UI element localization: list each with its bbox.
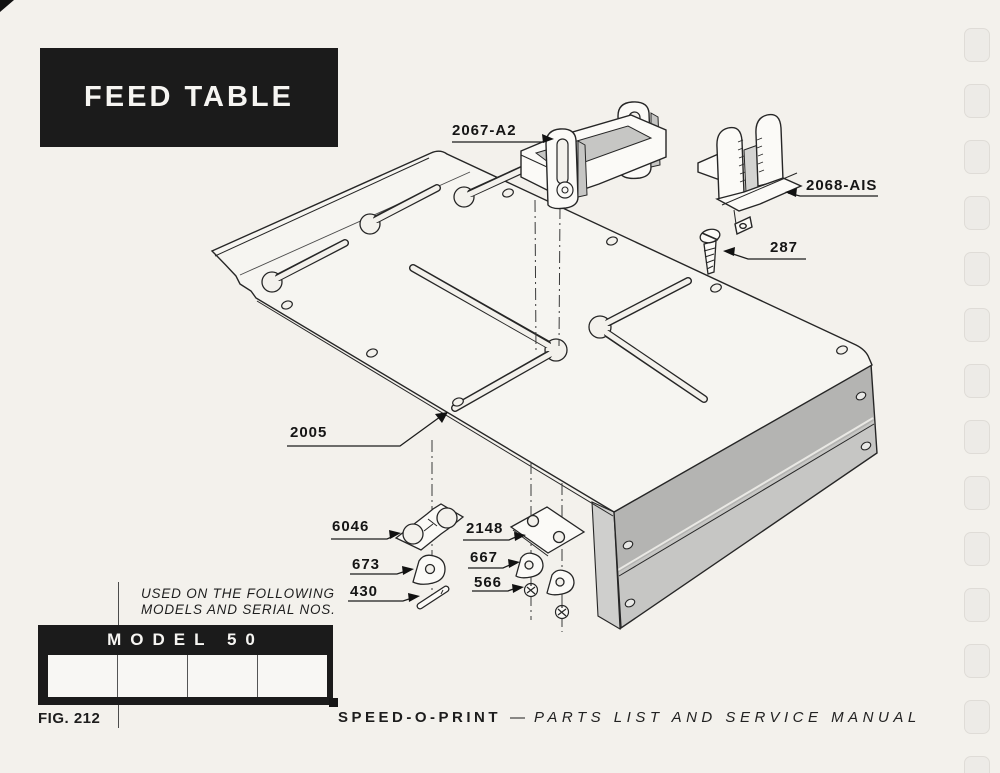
usage-note [141,586,336,618]
serial-cell [118,655,188,697]
usage-note-line2: MODELS AND SERIAL NOS. [141,602,336,617]
manual-title: PARTS LIST AND SERVICE MANUAL [534,709,921,726]
washer-673 [413,555,445,584]
model-title: MODEL 50 [107,630,264,649]
serial-cell [48,655,118,697]
part-label-2067-a2: 2067-A2 [452,122,517,139]
part-label-2148: 2148 [466,520,504,537]
part-label-673: 673 [352,556,381,573]
scan-ink-mark [329,698,338,707]
backing-plate-2148 [511,507,584,556]
part-label-2005: 2005 [290,424,328,441]
page-footer [338,709,921,726]
guide-bracket-2068-ais [698,115,801,234]
guide-bracket-2067-a2 [521,102,666,209]
scan-corner-artifact [0,0,14,12]
brand-name: SPEED-O-PRINT [338,709,502,726]
serial-cell [188,655,258,697]
usage-note-line1: USED ON THE FOLLOWING [141,586,335,601]
feed-table-title-box [40,48,338,147]
footer-separator: — [510,709,526,726]
serial-number-cells [48,655,327,697]
part-label-430: 430 [350,583,379,600]
model-serial-table [38,625,333,705]
clamp-plate-6046 [396,504,463,550]
serial-cell [258,655,327,697]
part-label-2068-ais: 2068-AIS [806,177,878,194]
part-label-566: 566 [474,574,503,591]
part-label-287: 287 [770,239,799,256]
feed-table-plate [212,151,877,629]
part-label-6046: 6046 [332,518,370,535]
screw-287 [699,227,722,274]
page-title: FEED TABLE [84,81,294,113]
part-label-667: 667 [470,549,499,566]
figure-number: FIG. 212 [38,710,101,727]
pin-430 [420,589,446,606]
